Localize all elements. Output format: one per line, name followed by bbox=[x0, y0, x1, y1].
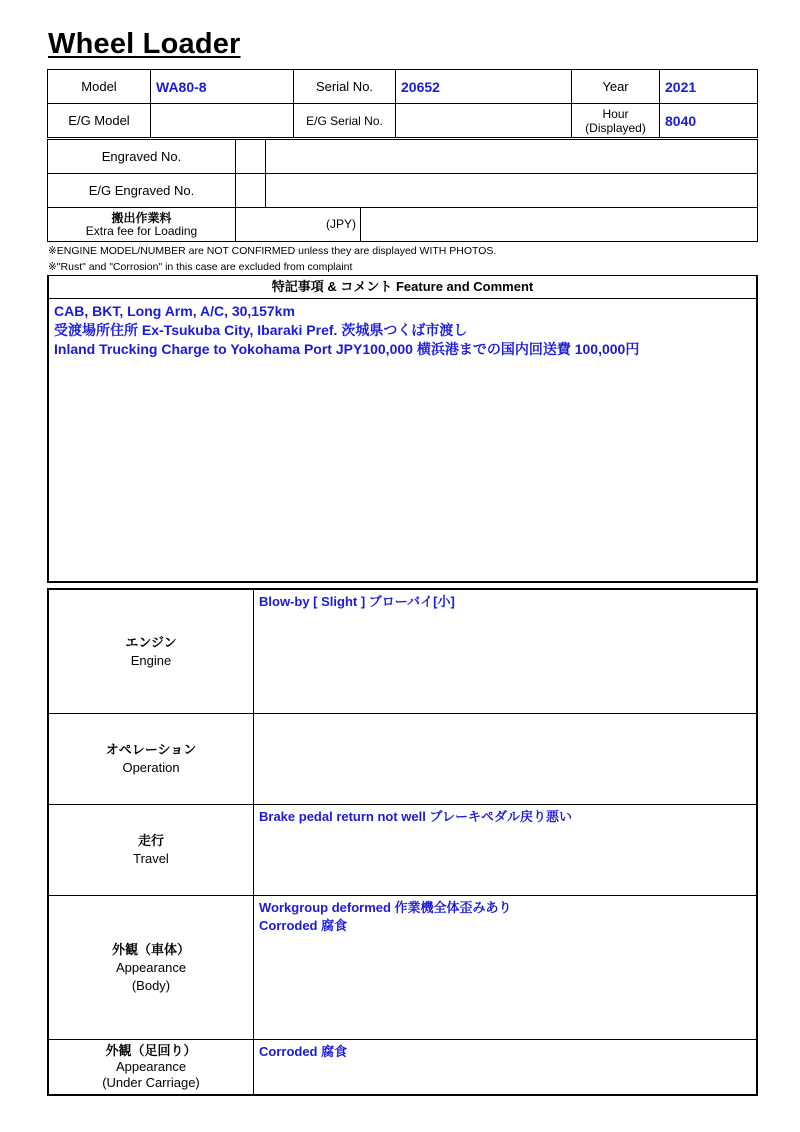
feature-line: Inland Trucking Charge to Yokohama Port JPY100,000 横浜港までの国内回送費 100,000円 bbox=[54, 341, 640, 357]
condition-label-en2: (Body) bbox=[131, 977, 171, 993]
feature-line: 受渡場所住所 Ex-Tsukuba City, Ibaraki Pref. 茨城県つくば市渡し bbox=[54, 322, 468, 338]
eg-model-label: E/G Model bbox=[48, 104, 151, 138]
condition-label-jp: 外観（足回り） bbox=[105, 1043, 197, 1058]
condition-label-jp: オペレーション bbox=[105, 742, 197, 757]
eg-serial-label: E/G Serial No. bbox=[294, 104, 396, 138]
extra-fee-label-en: Extra fee for Loading bbox=[85, 223, 198, 238]
year-value: 2021 bbox=[660, 70, 758, 104]
condition-value bbox=[254, 805, 756, 895]
feature-heading: 特記事項 & コメント Feature and Comment bbox=[49, 276, 756, 299]
condition-label bbox=[49, 590, 254, 713]
condition-row-operation bbox=[49, 714, 756, 805]
condition-row-travel bbox=[49, 805, 756, 896]
hour-label bbox=[572, 104, 660, 138]
feature-comment-box bbox=[47, 275, 758, 583]
extra-fee-label bbox=[48, 208, 236, 242]
condition-label bbox=[49, 805, 254, 895]
condition-label bbox=[49, 896, 254, 1039]
condition-label-en: Travel bbox=[133, 851, 169, 866]
condition-value bbox=[254, 590, 756, 713]
serial-value: 20652 bbox=[396, 70, 572, 104]
condition-label bbox=[49, 714, 254, 804]
condition-label-en: Operation bbox=[122, 760, 180, 775]
condition-label-en: Appearance bbox=[115, 1059, 187, 1074]
eg-model-value bbox=[151, 104, 294, 138]
eg-engraved-box bbox=[236, 174, 266, 208]
condition-value bbox=[254, 896, 756, 1039]
machine-info-table bbox=[47, 69, 758, 138]
engraved-table bbox=[47, 139, 758, 242]
model-label: Model bbox=[48, 70, 151, 104]
hour-label-line2: (Displayed) bbox=[585, 120, 646, 135]
eg-engraved-label: E/G Engraved No. bbox=[48, 174, 236, 208]
condition-label-jp: エンジン bbox=[125, 634, 177, 650]
condition-row-engine bbox=[49, 590, 756, 714]
eg-engraved-value bbox=[266, 174, 758, 208]
condition-label-en2: (Under Carriage) bbox=[102, 1075, 200, 1090]
condition-line: Workgroup deformed 作業機全体歪みあり bbox=[259, 900, 512, 915]
hour-label-line1: Hour bbox=[602, 106, 629, 121]
feature-line: CAB, BKT, Long Arm, A/C, 30,157km bbox=[54, 303, 295, 319]
condition-label-en: Engine bbox=[130, 652, 172, 668]
engraved-value bbox=[266, 140, 758, 174]
engraved-label: Engraved No. bbox=[48, 140, 236, 174]
condition-label bbox=[49, 1040, 254, 1094]
engraved-box bbox=[236, 140, 266, 174]
hour-value: 8040 bbox=[660, 104, 758, 138]
extra-fee-value bbox=[236, 208, 758, 242]
condition-line: Corroded 腐食 bbox=[259, 918, 348, 933]
condition-table bbox=[47, 588, 758, 1096]
eg-serial-value bbox=[396, 104, 572, 138]
currency-unit: (JPY) bbox=[236, 208, 361, 241]
note-rust: ※"Rust" and "Corrosion" in this case are excluded from complaint bbox=[48, 261, 353, 273]
condition-label-jp: 外観（車体） bbox=[111, 941, 190, 957]
condition-label-en: Appearance bbox=[115, 959, 187, 975]
condition-label-jp: 走行 bbox=[137, 833, 164, 848]
serial-label: Serial No. bbox=[294, 70, 396, 104]
year-label: Year bbox=[572, 70, 660, 104]
condition-value bbox=[254, 714, 756, 804]
condition-line: Blow-by [ Slight ] ブローバイ[小] bbox=[259, 594, 455, 609]
condition-row-undercarriage bbox=[49, 1040, 756, 1094]
extra-fee-label-jp: 搬出作業料 bbox=[111, 210, 172, 225]
condition-line: Brake pedal return not well ブレーキペダル戻り悪い bbox=[259, 809, 572, 824]
condition-row-body bbox=[49, 896, 756, 1040]
condition-value bbox=[254, 1040, 756, 1094]
condition-line: Corroded 腐食 bbox=[259, 1044, 348, 1059]
page-title: Wheel Loader bbox=[48, 28, 241, 60]
note-engine: ※ENGINE MODEL/NUMBER are NOT CONFIRMED unless they are displayed WITH PHOTOS. bbox=[48, 245, 497, 257]
model-value: WA80-8 bbox=[151, 70, 294, 104]
